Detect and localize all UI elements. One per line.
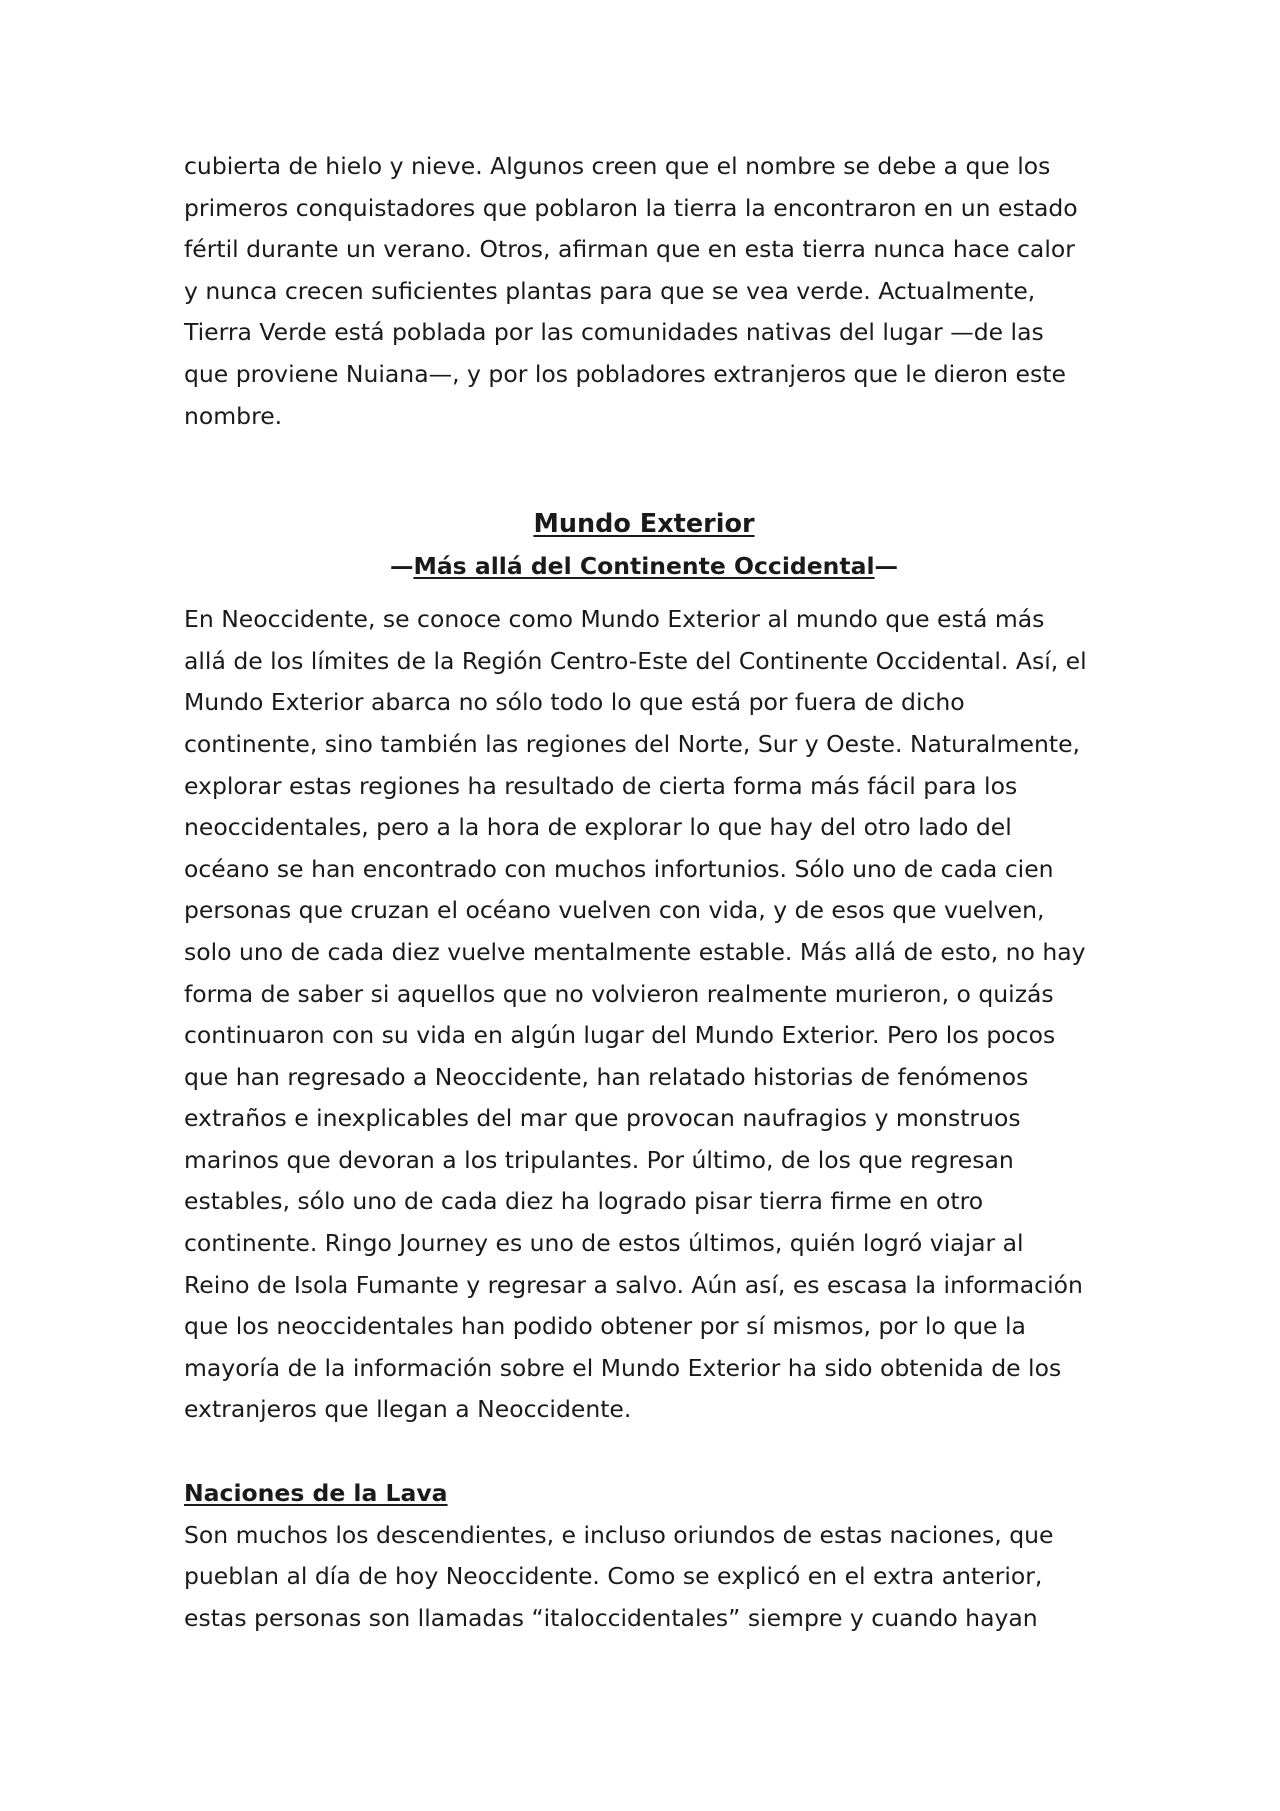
text-line: Mundo Exterior abarca no sólo todo lo que está por fuera de dicho (184, 688, 965, 717)
text-line: océano se han encontrado con muchos infortunios. Sólo uno de cada cien (184, 854, 1054, 883)
text-line: y nunca crecen suficientes plantas para que se vea verde. Actualmente, (184, 276, 1036, 305)
text-line: Reino de Isola Fumante y regresar a salvo. Aún así, es escasa la información (184, 1270, 1083, 1299)
paragraph-tierra-verde (184, 146, 1104, 437)
document-content (184, 146, 1104, 1639)
text-line: solo uno de cada diez vuelve mentalmente estable. Más allá de esto, no hay (184, 937, 1086, 966)
section-title-naciones-lava: Naciones de la Lava (184, 1479, 448, 1508)
text-line: explorar estas regiones ha resultado de cierta forma más fácil para los (184, 771, 1018, 800)
text-line: continente. Ringo Journey es uno de estos últimos, quién logró viajar al (184, 1229, 1024, 1258)
subtitle-text: Más allá del Continente Occidental (413, 552, 875, 581)
text-line: que proviene Nuiana—, y por los pobladores extranjeros que le dieron este (184, 359, 1066, 388)
text-line: neoccidentales, pero a la hora de explorar lo que hay del otro lado del (184, 813, 1012, 842)
text-line: estas personas son llamadas “italoccidentales” siempre y cuando hayan (184, 1603, 1038, 1632)
text-line: que los neoccidentales han podido obtener por sí mismos, por lo que la (184, 1312, 1026, 1341)
text-line: cubierta de hielo y nieve. Algunos creen que el nombre se debe a que los (184, 152, 1051, 180)
text-line: extranjeros que llegan a Neoccidente. (184, 1395, 632, 1424)
text-line: que han regresado a Neoccidente, han relatado historias de fenómenos (184, 1062, 1029, 1091)
text-line: personas que cruzan el océano vuelven con vida, y de esos que vuelven, (184, 896, 1045, 925)
section-title-text: Mundo Exterior (533, 509, 755, 540)
text-line: estables, sólo uno de cada diez ha logrado pisar tierra firme en otro (184, 1187, 984, 1216)
text-line: forma de saber si aquellos que no volvieron realmente murieron, o quizás (184, 979, 1054, 1008)
text-line: nombre. (184, 401, 283, 430)
text-line: primeros conquistadores que poblaron la tierra la encontraron en un estado (184, 193, 1078, 222)
subtitle-dash-right: — (874, 552, 899, 581)
spacer (184, 437, 1104, 503)
paragraph-naciones-lava (184, 1515, 1104, 1640)
text-line: continente, sino también las regiones del Norte, Sur y Oeste. Naturalmente, (184, 729, 1081, 758)
spacer (184, 587, 1104, 599)
text-line: Tierra Verde está poblada por las comunidades nativas del lugar —de las (184, 318, 1044, 347)
text-line: allá de los límites de la Región Centro-Este del Continente Occidental. Así, el (184, 646, 1087, 675)
text-line: marinos que devoran a los tripulantes. Por último, de los que regresan (184, 1145, 1014, 1174)
text-line: pueblan al día de hoy Neoccidente. Como se explicó en el extra anterior, (184, 1562, 1043, 1591)
paragraph-mundo-exterior (184, 599, 1104, 1431)
spacer (184, 1431, 1104, 1473)
text-line: fértil durante un verano. Otros, afirman que en esta tierra nunca hace calor (184, 235, 1075, 264)
text-line: En Neoccidente, se conoce como Mundo Exterior al mundo que está más (184, 605, 1045, 634)
text-line: mayoría de la información sobre el Mundo Exterior ha sido obtenida de los (184, 1353, 1062, 1382)
subtitle-dash-left: — (389, 552, 414, 581)
section-title-mundo-exterior (184, 503, 1104, 545)
text-line: extraños e inexplicables del mar que provocan naufragios y monstruos (184, 1104, 1021, 1133)
text-line: continuaron con su vida en algún lugar del Mundo Exterior. Pero los pocos (184, 1021, 1056, 1050)
text-line: Son muchos los descendientes, e incluso oriundos de estas naciones, que (184, 1520, 1054, 1549)
section-subtitle (184, 545, 1104, 587)
